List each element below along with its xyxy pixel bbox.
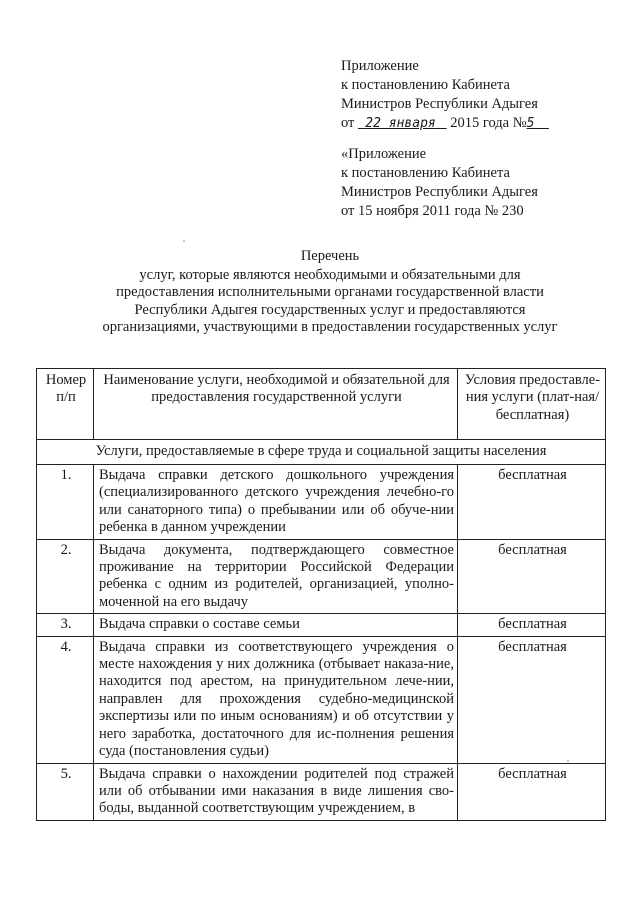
table-row [37,465,606,540]
header-number: Номер п/п [37,369,94,440]
number-blank [527,115,549,131]
table-row [37,763,606,820]
row-condition: бесплатная [458,763,606,820]
section-title: Услуги, предоставляемые в сфере труда и социальной защиты населения [37,440,606,465]
year-text: 2015 года № [450,115,527,131]
header-service-name: Наименование услуги, необходимой и обязательной для предоставления государственной услуги [94,369,458,440]
title-line: организациями, участвующими в предоставлении государственных услуг [102,319,558,335]
row-service-name: Выдача документа, подтверждающего совместное проживание на территории Российской Федерации ребенка с одним из родителей, организацией, уполно-моченной на его выдачу [94,539,458,614]
table-header-row [37,369,606,440]
row-condition: бесплатная [458,539,606,614]
handwritten-date: 22 января [365,116,436,131]
handwritten-number: 5 [526,116,535,131]
appendix-line: к постановлению Кабинета [341,165,510,181]
appendix-line: к постановлению Кабинета [341,77,510,93]
scan-speck [183,240,185,242]
row-service-name: Выдача справки из соответствующего учреждения о месте нахождения у них должника (отбывает наказа-ние, находится под арестом, на принудительном лече-нии, направлен для прохождения судебно-медицинской экспертизы или по иным основаниям) и об отсутствии у него заработка, достаточного для ис-полнения решения суда (постановления судьи) [94,636,458,763]
appendix-date-line [341,114,601,133]
table-row [37,636,606,763]
row-number: 4. [37,636,94,763]
title-line: услуг, которые являются необходимыми и обязательными для [139,266,521,283]
appendix-line: Приложение [341,58,419,74]
header-conditions: Условия предоставле-ния услуги (плат-ная/бесплатная) [458,369,606,440]
row-service-name: Выдача справки о нахождении родителей под стражей или об отбывании ими наказания в виде лишения сво-боды, выданной соответствующим учреждением, в [94,763,458,820]
services-table [36,368,606,821]
scan-speck [567,760,569,762]
title-heading: Перечень [300,248,360,264]
row-number: 3. [37,614,94,636]
row-number: 5. [37,763,94,820]
row-condition: бесплатная [458,636,606,763]
table-row [37,614,606,636]
document-title [100,248,560,337]
table-row [37,539,606,614]
date-prefix: от [341,115,355,131]
section-row [37,440,606,465]
row-number: 2. [37,539,94,614]
appendix-line: Министров Республики Адыгея [341,184,538,200]
row-service-name: Выдача справки о составе семьи [94,614,458,636]
appendix-line: Министров Республики Адыгея [341,96,538,112]
appendix-line: «Приложение [341,146,427,162]
row-condition: бесплатная [458,614,606,636]
row-service-name: Выдача справки детского дошкольного учреждения (специализированного детского учреждения лечебно-го или санаторного типа) о пребывании или об обуче-нии ребенка в данном учреждении [94,465,458,540]
appendix-line: от 15 ноября 2011 года № 230 [341,203,524,219]
date-blank [358,115,447,131]
appendix-block [341,57,601,133]
quoted-appendix-block [341,145,601,221]
title-line: предоставления исполнительными органами государственной власти [116,284,544,300]
row-number: 1. [37,465,94,540]
row-condition: бесплатная [458,465,606,540]
title-line: Республики Адыгея государственных услуг и предоставляются [134,301,526,318]
